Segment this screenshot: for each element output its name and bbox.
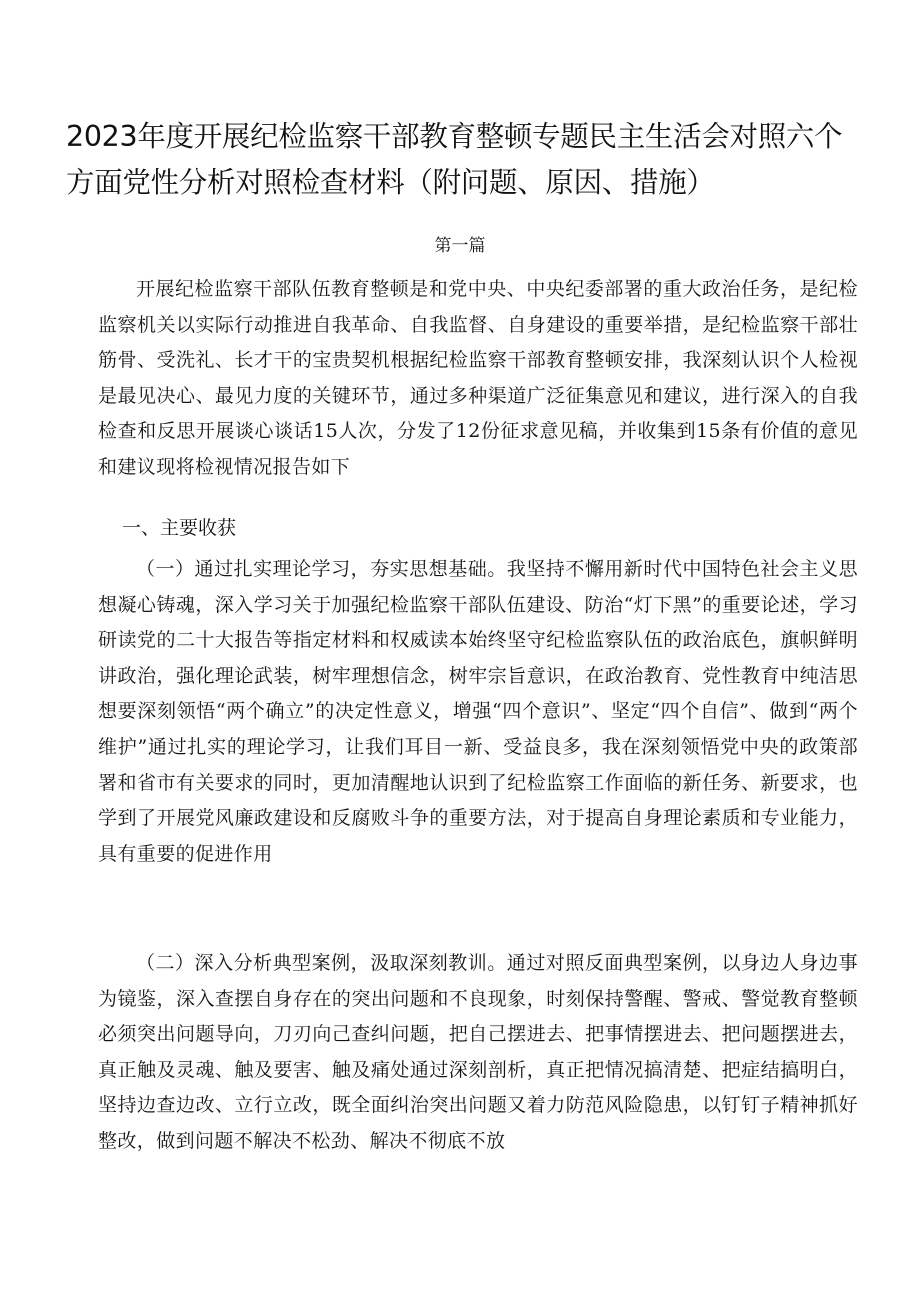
paragraph-theory-study: （一）通过扎实理论学习，夯实思想基础。我坚持不懈用新时代中国特色社会主义思想凝心铸魂，深入学习关于加强纪检监察干部队伍建设、防治“灯下黑”的重要论述，学习研读党的二十大报告等指定材料和权威读本始终坚守纪检监察队伍的政治底色，旗帜鲜明讲政治，强化理论武装，树牢理想信念，树牢宗旨意识，在政治教育、党性教育中纯洁思想要深刻领悟“两个确立”的决定性意义，增强“四个意识”、坚定“四个自信”、做到“两个维护”通过扎实的理论学习，让我们耳目一新、受益良多，我在深刻领悟党中央的政策部署和省市有关要求的同时，更加清醒地认识到了纪检监察工作面临的新任务、新要求，也学到了开展党风廉政建设和反腐败斗争的重要方法，对于提高自身理论素质和专业能力，具有重要的促进作用 xyxy=(98,558,858,865)
paragraph-case-analysis: （二）深入分析典型案例，汲取深刻教训。通过对照反面典型案例，以身边人身边事为镜鉴，深入查摆自身存在的突出问题和不良现象，时刻保持警醒、警戒、警觉教育整顿必须突出问题导向，刀刃向己查纠问题，把自己摆进去、把事情摆进去、把问题摆进去，真正触及灵魂、触及要害、触及痛处通过深刻剖析，真正把情况搞清楚、把症结搞明白，坚持边查边改、立行立改，既全面纠治突出问题又着力防范风险隐患，以钉钉子精神抓好整改，做到问题不解决不松劲、解决不彻底不放 xyxy=(98,952,858,1152)
intro-paragraph: 开展纪检监察干部队伍教育整顿是和党中央、中央纪委部署的重大政治任务，是纪检监察机关以实际行动推进自我革命、自我监督、自身建设的重要举措，是纪检监察干部壮筋骨、受洗礼、长才干的宝贵契机根据纪检监察干部教育整顿安排，我深刻认识个人检视是最见决心、最见力度的关键环节，通过多种渠道广泛征集意见和建议，进行深入的自我检查和反思开展谈心谈话15人次，分发了12份征求意见稿，并收集到15条有价值的意见和建议现将检视情况报告如下 xyxy=(98,278,858,478)
section-label: 第一篇 xyxy=(434,236,486,256)
section-heading-main-gains: 一、主要收获 xyxy=(122,517,237,539)
document-title: 2023年度开展纪检监察干部教育整顿专题民主生活会对照六个方面党性分析对照检查材料（附问题、原因、措施） xyxy=(66,120,843,199)
